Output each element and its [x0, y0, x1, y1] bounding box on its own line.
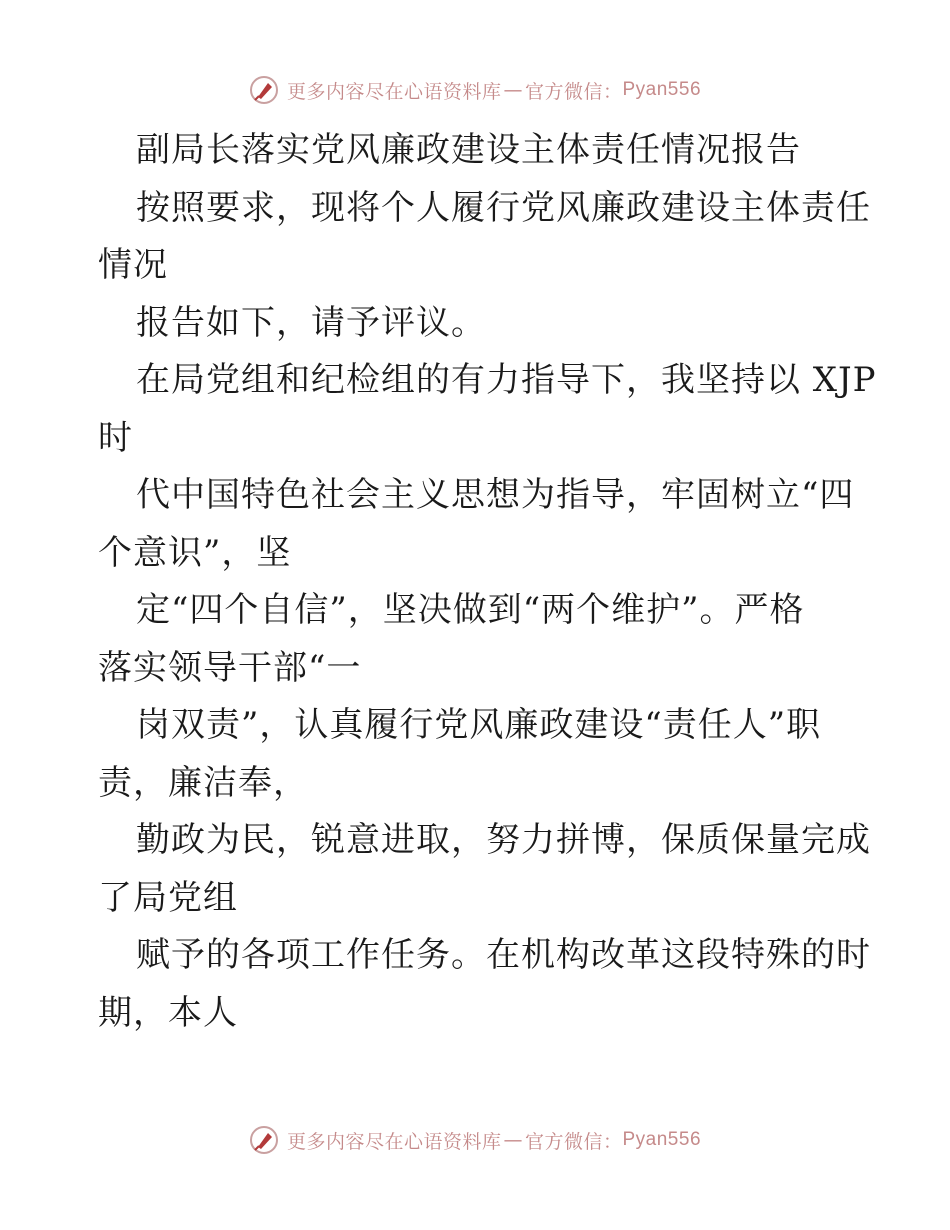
footer-banner — [0, 1120, 950, 1160]
banner-separator: — — [503, 79, 523, 101]
banner-wechat-label: 官方微信： — [524, 80, 623, 103]
text-line: 个意识”，坚 — [98, 532, 292, 573]
document-title: 副局长落实党风廉政建设主体责任情况报告 — [136, 130, 801, 170]
text-line: 定“四个自信”，坚决做到“两个维护”。严格 — [136, 590, 805, 630]
document-body — [98, 122, 877, 1042]
text-line: 期，本人 — [98, 992, 238, 1033]
banner-wechat-id: Pyan556 — [622, 1129, 702, 1150]
text-line: 赋予的各项工作任务。在机构改革这段特殊的时 — [136, 935, 871, 975]
text-line: 责，廉洁奉， — [98, 762, 308, 803]
text-line: 报告如下，请予评议。 — [136, 302, 486, 343]
text-line: 在局党组和纪检组的有力指导下，我坚持以 XJP — [136, 360, 877, 400]
pen-nib-icon — [249, 1125, 279, 1155]
header-banner — [0, 70, 950, 110]
text-line: 勤政为民，锐意进取，努力拼博，保质保量完成 — [136, 820, 871, 860]
pen-nib-icon — [249, 75, 279, 105]
banner-separator: — — [503, 1129, 523, 1151]
text-line: 情况 — [98, 245, 168, 285]
text-line: 落实领导干部“一 — [98, 647, 362, 688]
text-line: 代中国特色社会主义思想为指导，牢固树立“四 — [136, 475, 855, 515]
text-line: 时 — [98, 417, 133, 458]
text-line: 了局党组 — [98, 877, 238, 918]
banner-text: 更多内容尽在心语资料库 — [286, 1130, 502, 1153]
banner-wechat-label: 官方微信： — [524, 1130, 623, 1153]
banner-text: 更多内容尽在心语资料库 — [286, 80, 502, 103]
text-line: 按照要求，现将个人履行党风廉政建设主体责任 — [136, 187, 871, 228]
banner-wechat-id: Pyan556 — [622, 79, 702, 100]
text-line: 岗双责”，认真履行党风廉政建设“责任人”职 — [136, 705, 822, 745]
